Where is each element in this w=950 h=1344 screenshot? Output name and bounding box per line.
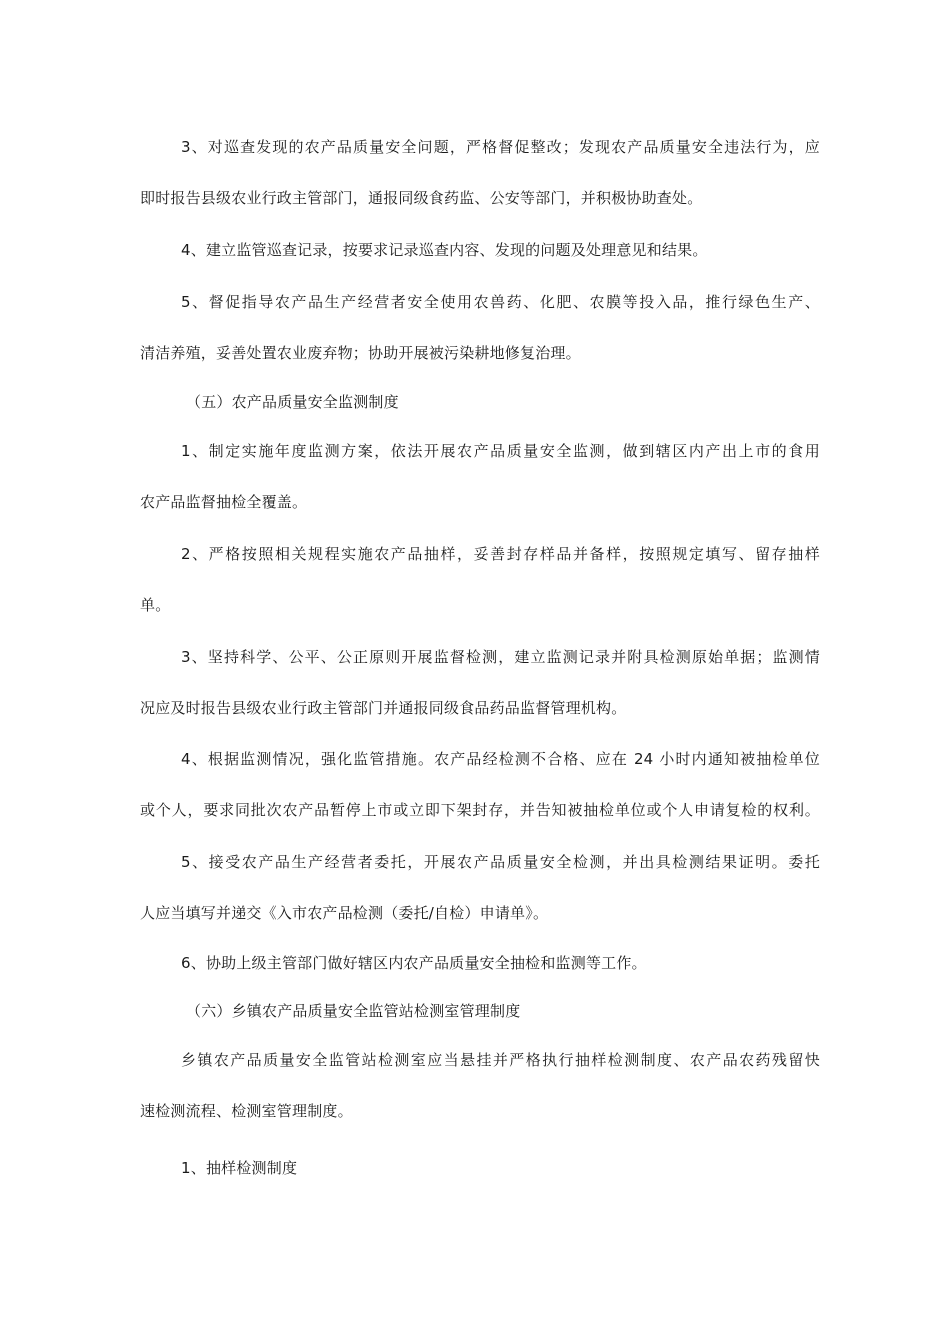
paragraph-line: 5、接受农产品生产经营者委托，开展农产品质量安全检测，并出具检测结果证明。委托 — [181, 853, 820, 871]
paragraph-line: 农产品监督抽检全覆盖。 — [140, 493, 308, 511]
paragraph-line: 3、对巡查发现的农产品质量安全问题，严格督促整改；发现农产品质量安全违法行为，应 — [181, 138, 820, 156]
subsection-heading: 1、抽样检测制度 — [181, 1159, 298, 1177]
paragraph-line: 人应当填写并递交《入市农产品检测（委托/自检）申请单》。 — [140, 904, 549, 922]
paragraph-line: 5、督促指导农产品生产经营者安全使用农兽药、化肥、农膜等投入品，推行绿色生产、 — [181, 293, 820, 311]
paragraph-line: 乡镇农产品质量安全监管站检测室应当悬挂并严格执行抽样检测制度、农产品农药残留快 — [181, 1051, 820, 1069]
paragraph-line: 4、根据监测情况，强化监管措施。农产品经检测不合格、应在 24 小时内通知被抽检单位 — [181, 750, 820, 768]
paragraph-line: 速检测流程、检测室管理制度。 — [140, 1102, 353, 1120]
paragraph-line: 或个人，要求同批次农产品暂停上市或立即下架封存，并告知被抽检单位或个人申请复检的权利。 — [140, 801, 820, 819]
paragraph-line: 6、协助上级主管部门做好辖区内农产品质量安全抽检和监测等工作。 — [181, 954, 647, 972]
paragraph-line: 清洁养殖，妥善处置农业废弃物；协助开展被污染耕地修复治理。 — [140, 344, 581, 362]
section-heading: （五）农产品质量安全监测制度 — [186, 393, 399, 411]
paragraph-line: 3、坚持科学、公平、公正原则开展监督检测，建立监测记录并附具检测原始单据；监测情 — [181, 648, 820, 666]
paragraph-line: 1、制定实施年度监测方案，依法开展农产品质量安全监测，做到辖区内产出上市的食用 — [181, 442, 820, 460]
paragraph-line: 况应及时报告县级农业行政主管部门并通报同级食品药品监督管理机构。 — [140, 699, 627, 717]
paragraph-line: 即时报告县级农业行政主管部门，通报同级食药监、公安等部门，并积极协助查处。 — [140, 189, 703, 207]
section-heading: （六）乡镇农产品质量安全监管站检测室管理制度 — [186, 1002, 521, 1020]
paragraph-line: 4、建立监管巡查记录，按要求记录巡查内容、发现的问题及处理意见和结果。 — [181, 241, 708, 259]
paragraph-line: 2、严格按照相关规程实施农产品抽样，妥善封存样品并备样，按照规定填写、留存抽样 — [181, 545, 820, 563]
paragraph-line: 单。 — [140, 596, 171, 614]
